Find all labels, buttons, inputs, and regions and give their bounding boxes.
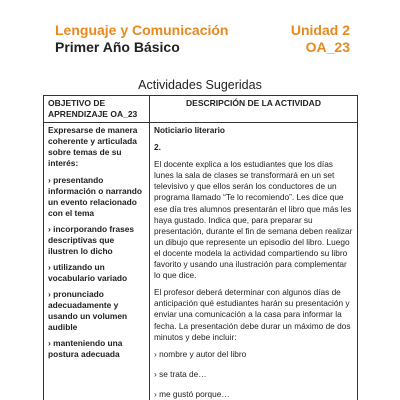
description-cell [150, 123, 358, 400]
activity-paragraph: El docente explica a los estudiantes que los días lunes la sala de clases se transformará en un set televisivo y que ellos serán los conductores de un programa llamado “Te lo recomiendo”. Les dice que ese día tres alumnos presentarán el libro que más les haya gustado. Indica que, para preparar su presentación, durante el fin de semana deben realizar un dibujo que represente un episodio del libro. Luego el docente modela la actividad compartiendo su libro favorito y usando una ilustración para complementar lo que dice. [154, 159, 353, 281]
objective-item: › presentando información o narrando un evento relacionado con el tema [48, 175, 142, 218]
table-row [44, 123, 358, 400]
objective-column-header: OBJETIVO DE APRENDIZAJE OA_23 [44, 96, 150, 123]
activity-paragraph: El profesor deberá determinar con algunos días de anticipación qué estudiantes harán su presentación y enviar una comunicación a la casa para informar la fecha. La presentación debe durar un máximo de dos minutos y debe incluir: [154, 287, 351, 342]
header-right [291, 22, 350, 56]
grade-level: Primer Año Básico [55, 39, 180, 55]
activity-title: Noticiario literario [154, 125, 226, 135]
table-header-row [44, 96, 358, 123]
objective-code: OA_23 [305, 39, 350, 55]
activity-bullet: › nombre y autor del libro [154, 348, 247, 359]
header-left [55, 22, 228, 56]
subject-title: Lenguaje y Comunicación [55, 22, 229, 38]
activity-bullet: › me gustó porque… [154, 388, 230, 399]
activities-table [43, 95, 358, 400]
section-title: Actividades Sugeridas [138, 78, 262, 92]
activity-number: 2. [154, 142, 161, 153]
activity-bullet: › se trata de… [154, 368, 207, 379]
objective-cell [44, 123, 150, 400]
description-column-header: DESCRIPCIÓN DE LA ACTIVIDAD [150, 96, 358, 123]
objective-intro: Expresarse de manera coherente y articulada sobre temas de su interés: [48, 125, 138, 168]
objective-item: › manteniendo una postura adecuada [48, 338, 123, 359]
objective-item: › utilizando un vocabulario variado [48, 262, 128, 283]
objective-item: › pronunciado adecuadamente y usando un volumen audible [48, 289, 128, 332]
objective-item: › incorporando frases descriptivas que ilustren lo dicho [48, 224, 135, 256]
unit-label: Unidad 2 [290, 22, 350, 38]
